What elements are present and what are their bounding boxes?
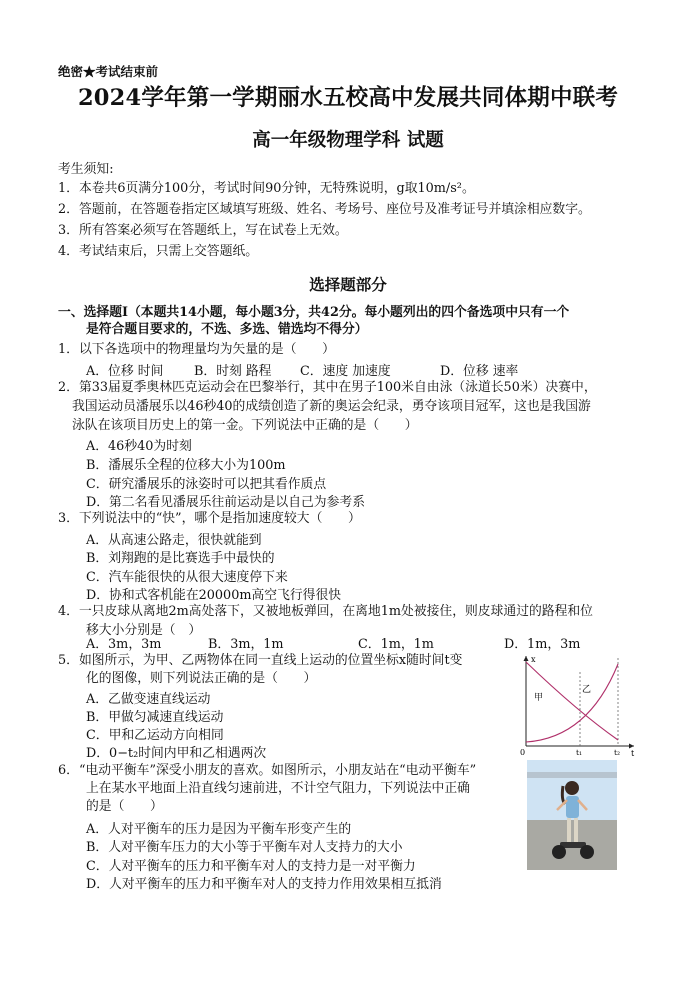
q6-option-a: A．人对平衡车的压力是因为平衡车形变产生的: [86, 822, 352, 837]
q4-option-c: C．1m，1m: [358, 637, 434, 652]
q2-stem-line2: 我国运动员潘展乐以46秒40的成绩创造了新的奥运会纪录，勇夺该项目冠军，这也是我国游: [72, 399, 591, 414]
t-axis-arrow: [629, 744, 634, 749]
position-time-graph: [518, 652, 638, 756]
confidential-mark: 绝密★考试结束前: [58, 64, 159, 79]
q5-option-c: C．甲和乙运动方向相同: [86, 728, 224, 743]
x-axis-label: t: [631, 749, 635, 756]
q5-option-b: B．甲做匀减速直线运动: [86, 710, 224, 725]
q2-option-b: B．潘展乐全程的位移大小为100m: [86, 458, 286, 473]
q4-stem-line2: 移大小分别是（ ）: [86, 623, 202, 638]
part1-instruction-line2: 是符合题目要求的，不选、多选、错选均不得分）: [86, 322, 368, 337]
q1-option-b: B．时刻 路程: [194, 364, 272, 379]
t2-label: t₂: [614, 748, 621, 756]
notice-item-3: 3．所有答案必须写在答题纸上，写在试卷上无效。: [58, 223, 348, 238]
notice-title: 考生须知:: [58, 162, 114, 177]
q1-option-d: D．位移 速率: [440, 364, 519, 379]
q3-option-b: B．刘翔跑的是比赛选手中最快的: [86, 551, 275, 566]
scooter-right-wheel: [580, 845, 594, 859]
x-axis-arrow: [524, 656, 529, 661]
q2-option-c: C．研究潘展乐的泳姿时可以把其看作质点: [86, 477, 327, 492]
balance-scooter-photo: [527, 760, 617, 870]
exam-title: 2024学年第一学期丽水五校高中发展共同体期中联考: [77, 85, 619, 111]
child-head: [565, 781, 579, 795]
q6-option-d: D．人对平衡车的压力和平衡车对人的支持力作用效果相互抵消: [86, 877, 442, 892]
notice-item-2: 2．答题前，在答题卷指定区域填写班级、姓名、考场号、座位号及准考证号并填涂相应数字。: [58, 202, 591, 217]
y-axis-label: x: [531, 655, 536, 664]
q2-stem-line1: 2．第33届夏季奥林匹克运动会在巴黎举行，其中在男子100米自由泳（泳道长50米）决赛中，: [58, 380, 597, 395]
q1-option-a: A．位移 时间: [86, 364, 164, 379]
q5-stem-line2: 化的图像，则下列说法正确的是（ ）: [86, 671, 317, 686]
q5-option-a: A．乙做变速直线运动: [86, 692, 211, 707]
q2-stem-line3: 泳队在该项目历史上的第一金。下列说法中正确的是（ ）: [72, 418, 418, 433]
q5-option-d: D．0−t₂时间内甲和乙相遇两次: [86, 746, 267, 761]
q3-stem: 3．下列说法中的“快”，哪个是指加速度较大（ ）: [58, 511, 361, 526]
origin-label: 0: [520, 748, 526, 756]
part1-instruction-line1: 一、选择题Ⅰ（本题共14小题，每小题3分，共42分。每小题列出的四个备选项中只有一个: [58, 305, 570, 320]
child-shirt: [566, 796, 579, 818]
q6-option-b: B．人对平衡车压力的大小等于平衡车对人支持力的大小: [86, 840, 403, 855]
q4-stem-line1: 4．一只皮球从离地2m高处落下，又被地板弹回，在离地1m处被接住，则皮球通过的路程和位: [58, 604, 593, 619]
q2-option-a: A．46秒40为时刻: [86, 439, 192, 454]
t1-label: t₁: [576, 748, 583, 756]
q3-option-c: C．汽车能很快的从很大速度停下来: [86, 570, 288, 585]
q2-option-d: D．第二名看见潘展乐往前运动是以自己为参考系: [86, 495, 365, 510]
q1-option-c: C．速度 加速度: [300, 364, 391, 379]
q6-stem-line2: 上在某水平地面上沿直线匀速前进，不计空气阻力，下列说法中正确: [86, 781, 470, 796]
exam-subtitle: 高一年级物理学科 试题: [252, 130, 444, 151]
yi-label: 乙: [582, 685, 592, 695]
notice-item-1: 1．本卷共6页满分100分，考试时间90分钟，无特殊说明，g取10m/s²。: [58, 181, 475, 196]
q6-stem-line1: 6．“电动平衡车”深受小朋友的喜欢。如图所示，小朋友站在“电动平衡车”: [58, 763, 477, 778]
q5-stem-line1: 5．如图所示，为甲、乙两物体在同一直线上运动的位置坐标x随时间t变: [58, 653, 463, 668]
q4-option-d: D．1m，3m: [504, 637, 581, 652]
section-title: 选择题部分: [309, 275, 387, 294]
q4-option-a: A．3m，3m: [86, 637, 162, 652]
photo-distant-buildings: [527, 772, 617, 778]
jia-label: 甲: [534, 693, 544, 703]
notice-item-4: 4．考试结束后，只需上交答题纸。: [58, 244, 259, 259]
q6-stem-line3: 的是（ ）: [86, 799, 163, 814]
q3-option-d: D．协和式客机能在20000m高空飞行得很快: [86, 588, 342, 603]
q4-option-b: B．3m，1m: [208, 637, 284, 652]
q3-option-a: A．从高速公路走，很快就能到: [86, 533, 262, 548]
child-left-leg: [567, 818, 571, 842]
q1-stem: 1．以下各选项中的物理量均为矢量的是（ ）: [58, 342, 335, 357]
scooter-left-wheel: [552, 845, 566, 859]
child-right-leg: [574, 818, 578, 842]
q6-option-c: C．人对平衡车的压力和平衡车对人的支持力是一对平衡力: [86, 859, 416, 874]
